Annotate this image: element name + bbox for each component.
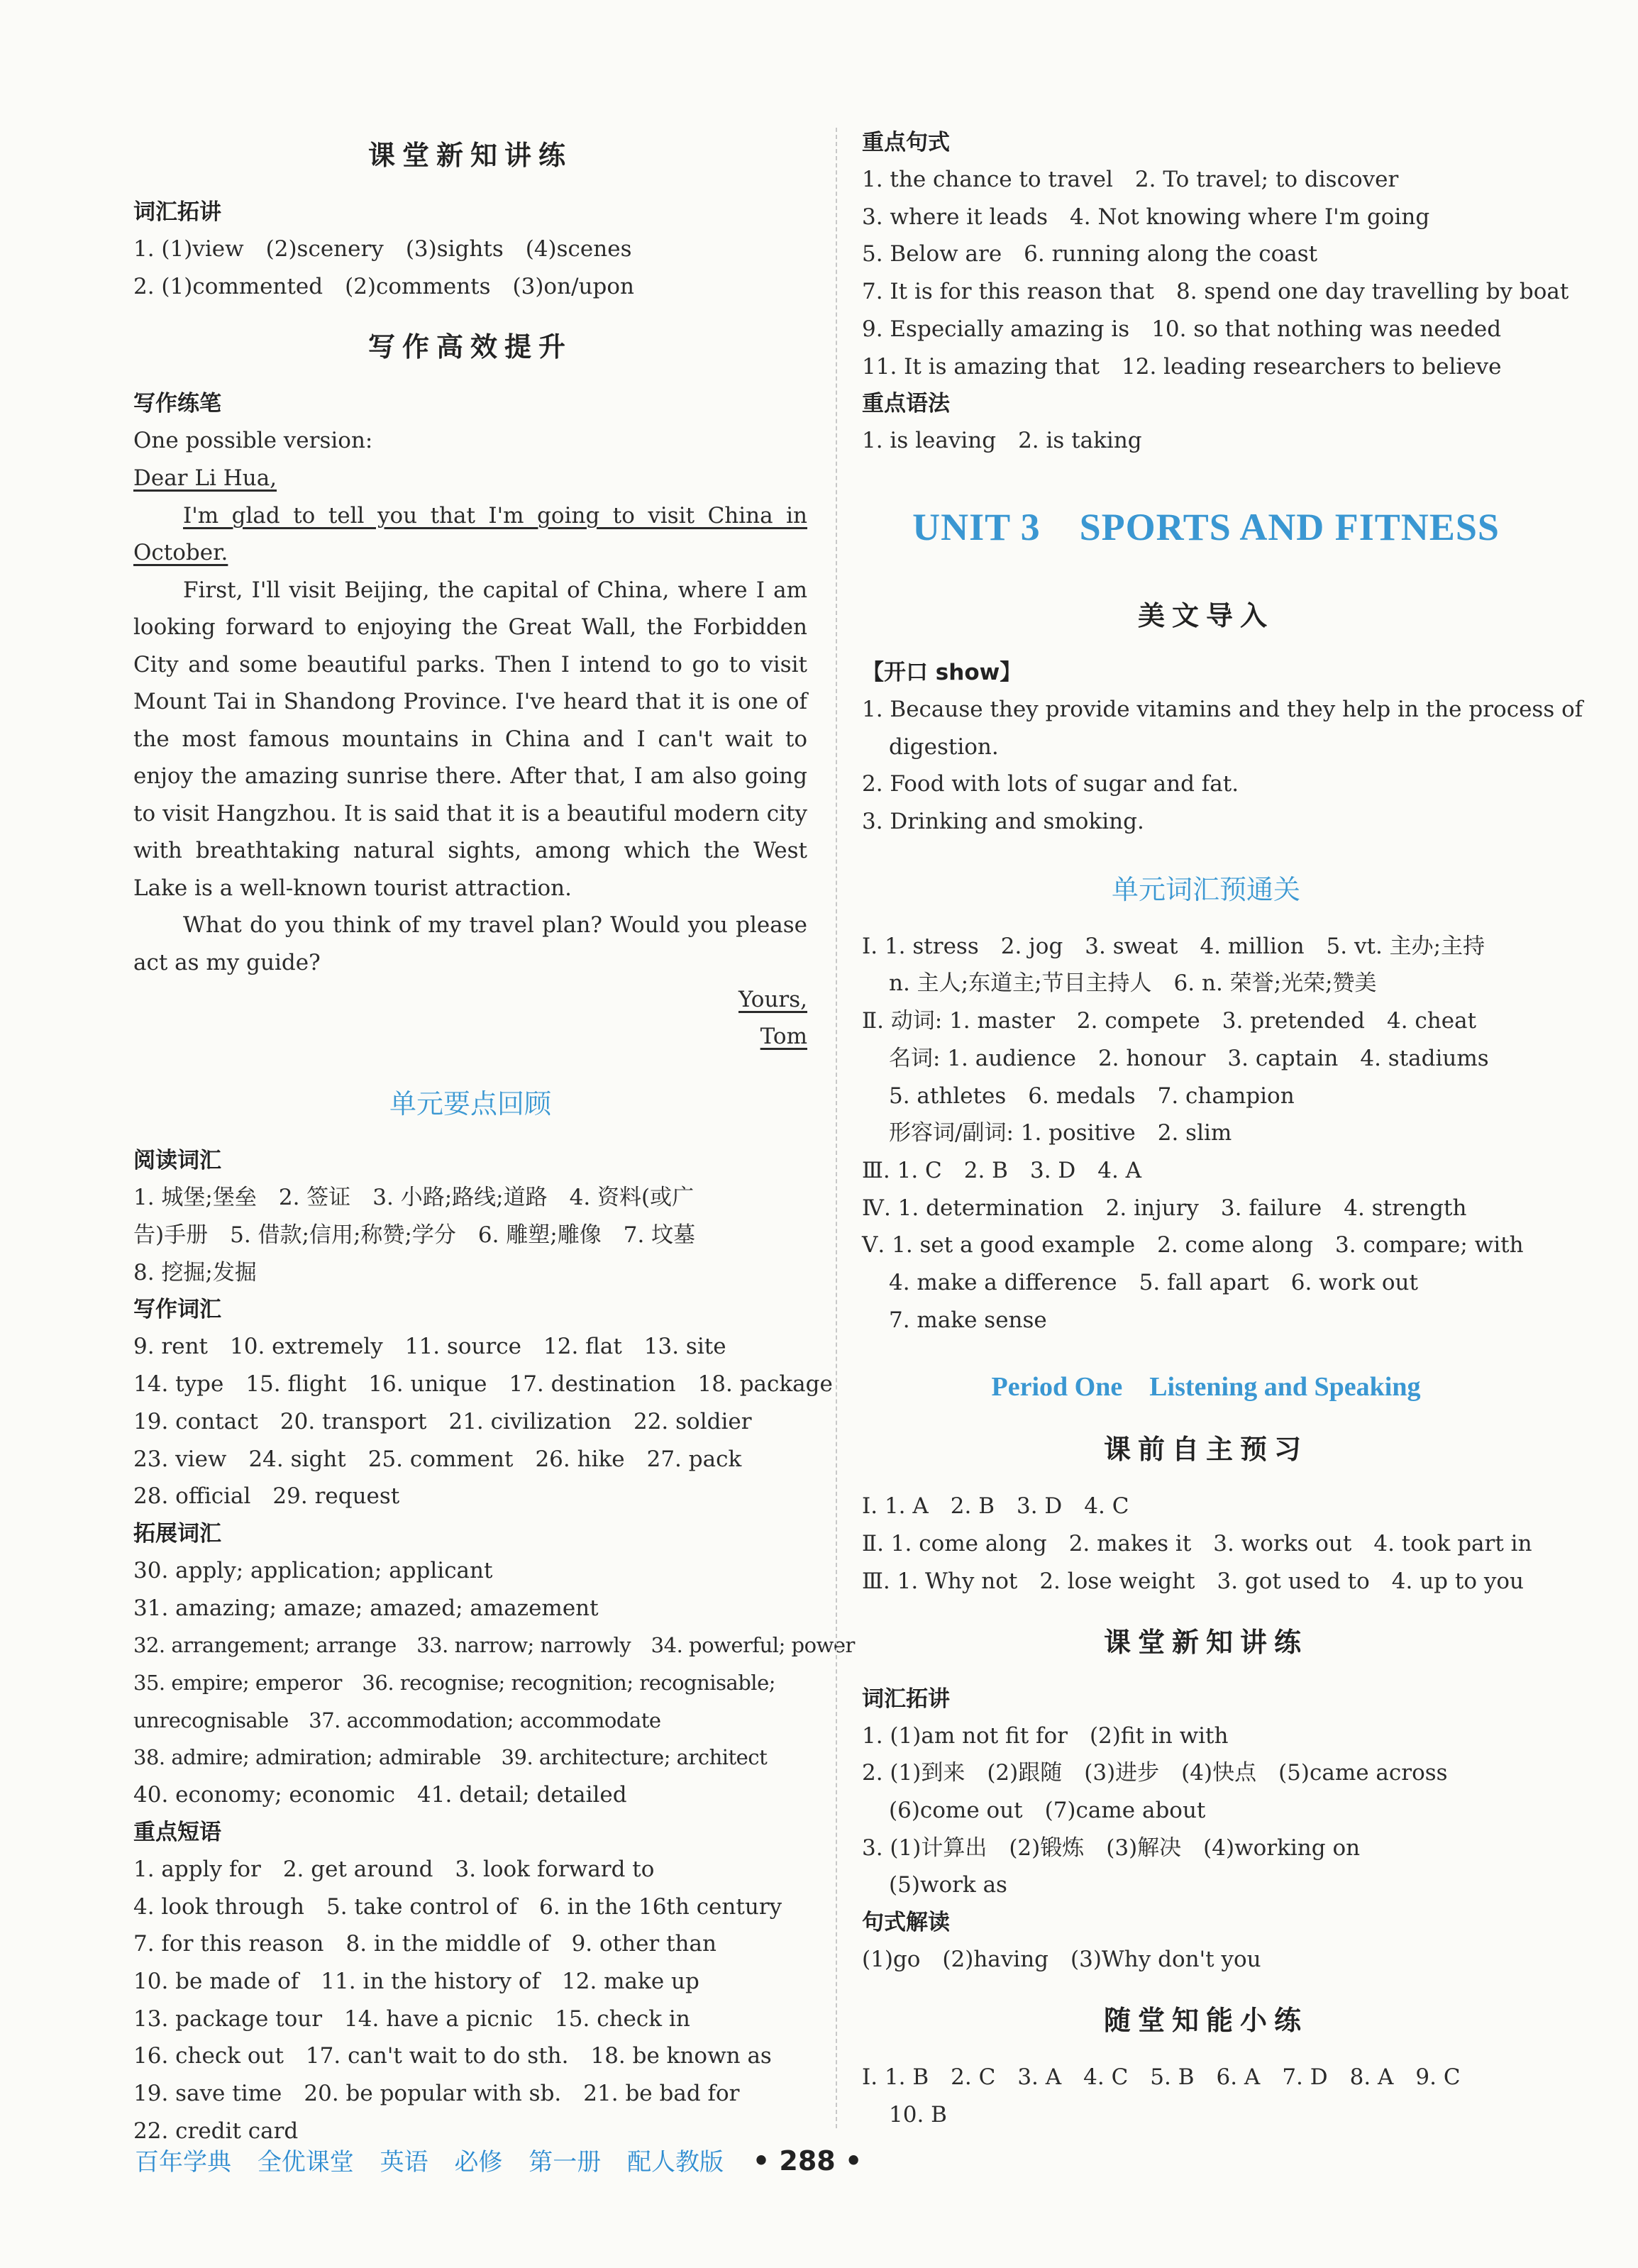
answer-line: 2. (1)到来 (2)跟随 (3)进步 (4)快点 (5)came across	[862, 1760, 1448, 1786]
subheading: 词汇拓讲	[862, 1686, 950, 1712]
answer-line: 10. B	[889, 2101, 947, 2128]
answer-line: 7. It is for this reason that 8. spend one day travelling by boat	[862, 279, 1569, 305]
section-title: 写作高效提升	[367, 331, 572, 363]
answer-line: 2. (1)commented (2)comments (3)on/upon	[133, 273, 634, 299]
answer-line: 4. look through 5. take control of 6. in the 16th century	[133, 1893, 782, 1920]
answer-line: 31. amazing; amaze; amazed; amazement	[133, 1595, 599, 1621]
section-title: 随堂知能小练	[1103, 2003, 1308, 2036]
answer-line: 32. arrangement; arrange 33. narrow; narrowly 34. powerful; power	[133, 1633, 855, 1658]
answer-line: 35. empire; emperor 36. recognise; recognition; recognisable;	[133, 1671, 776, 1696]
unit-title: UNIT 3 SPORTS AND FITNESS	[912, 505, 1500, 548]
answer-line: unrecognisable 37. accommodation; accommodate	[133, 1708, 661, 1732]
subheading: 阅读词汇	[133, 1148, 221, 1174]
answer-line: 5. athletes 6. medals 7. champion	[889, 1083, 1295, 1109]
footer-brand: 百年学典	[135, 2148, 231, 2176]
answer-line: 10. be made of 11. in the history of 12. make up	[133, 1968, 699, 1994]
column-divider	[836, 128, 837, 2128]
page-number: • 288 •	[752, 2145, 863, 2176]
answer-line: 28. official 29. request	[133, 1483, 400, 1510]
answer-line: 9. Especially amazing is 10. so that nothing was needed	[862, 316, 1502, 342]
answer-line: Ⅰ. 1. B 2. C 3. A 4. C 5. B 6. A 7. D 8. A 9. C	[862, 2064, 1461, 2090]
section-title: 课堂新知讲练	[1103, 1625, 1308, 1658]
answer-line: 2. Food with lots of sugar and fat.	[862, 771, 1239, 797]
footer-book: 第一册	[529, 2148, 602, 2176]
answer-line: 23. view 24. sight 25. comment 26. hike 27. pack	[133, 1446, 742, 1472]
right-column	[862, 124, 1583, 2133]
answer-line: 11. It is amazing that 12. leading researchers to believe	[862, 353, 1502, 380]
answer-line: 1. 城堡;堡垒 2. 签证 3. 小路;路线;道路 4. 资料(或广	[133, 1185, 695, 1211]
answer-line: 名词: 1. audience 2. honour 3. captain 4. stadiums	[889, 1045, 1489, 1071]
answer-line: 14. type 15. flight 16. unique 17. destination 18. package	[133, 1371, 833, 1398]
subheading: 写作练笔	[133, 391, 221, 417]
answer-line: Ⅲ. 1. Why not 2. lose weight 3. got used to 4. up to you	[862, 1568, 1524, 1594]
answer-line: One possible version:	[133, 428, 373, 454]
answer-line: 8. 挖掘;发掘	[133, 1259, 257, 1285]
answer-line: Ⅲ. 1. C 2. B 3. D 4. A	[862, 1157, 1142, 1183]
subheading: 重点句式	[862, 130, 950, 155]
footer-subject: 英语	[380, 2148, 428, 2176]
letter-paragraph: I'm glad to tell you that I'm going to visit China in October.	[133, 502, 807, 566]
answer-line: 3. where it leads 4. Not knowing where I'm going	[862, 204, 1430, 230]
subheading: 【开口 show】	[862, 659, 1022, 685]
answer-line: 告)手册 5. 借款;信用;称赞;学分 6. 雕塑;雕像 7. 坟墓	[133, 1222, 696, 1249]
footer-edition: 配人教版	[627, 2148, 724, 2176]
letter-greeting: Dear Li Hua,	[133, 465, 277, 492]
answer-line: 7. for this reason 8. in the middle of 9. other than	[133, 1931, 716, 1957]
answer-line: 16. check out 17. can't wait to do sth. 18. be known as	[133, 2043, 772, 2069]
answer-line: Ⅱ. 动词: 1. master 2. compete 3. pretended 4. cheat	[862, 1008, 1477, 1034]
section-title: 单元词汇预通关	[1111, 873, 1300, 905]
letter-paragraph: What do you think of my travel plan? Would you please act as my guide?	[133, 912, 807, 975]
answer-line: Ⅰ. 1. stress 2. jog 3. sweat 4. million 5. vt. 主办;主持	[862, 933, 1485, 959]
answer-line: 22. credit card	[133, 2118, 299, 2144]
footer-series: 全优课堂	[257, 2148, 354, 2176]
subheading: 写作词汇	[133, 1297, 221, 1323]
letter-closing: Yours,	[738, 987, 807, 1013]
answer-line: 19. contact 20. transport 21. civilization 22. soldier	[133, 1408, 752, 1434]
section-title: 单元要点回顾	[389, 1088, 551, 1120]
answer-line: Ⅱ. 1. come along 2. makes it 3. works out 4. took part in	[862, 1531, 1532, 1557]
answer-line: 30. apply; application; applicant	[133, 1557, 493, 1583]
answer-line: 7. make sense	[889, 1307, 1047, 1333]
answer-line: n. 主人;东道主;节目主持人 6. n. 荣誉;光荣;赞美	[889, 970, 1377, 997]
section-title: 课前自主预习	[1103, 1433, 1308, 1466]
answer-line: 4. make a difference 5. fall apart 6. work out	[889, 1270, 1418, 1296]
subheading: 重点语法	[862, 391, 950, 417]
answer-line: 38. admire; admiration; admirable 39. architecture; architect	[133, 1745, 768, 1770]
subheading: 重点短语	[133, 1819, 221, 1845]
answer-line: 3. Drinking and smoking.	[862, 809, 1144, 835]
answer-line: Ⅴ. 1. set a good example 2. come along 3. compare; with	[862, 1232, 1524, 1259]
answer-line: 1. apply for 2. get around 3. look forward to	[133, 1856, 655, 1882]
answer-line: Ⅰ. 1. A 2. B 3. D 4. C	[862, 1493, 1129, 1520]
subheading: 词汇拓讲	[133, 199, 221, 225]
answer-line: 形容词/副词: 1. positive 2. slim	[889, 1120, 1232, 1146]
answer-line: (1)go (2)having (3)Why don't you	[862, 1947, 1261, 1973]
subheading: 句式解读	[862, 1910, 950, 1936]
answer-line: 40. economy; economic 41. detail; detailed	[133, 1782, 627, 1808]
subheading: 拓展词汇	[133, 1520, 221, 1547]
answer-line: digestion.	[889, 734, 999, 760]
letter-signature: Tom	[760, 1024, 807, 1050]
answer-line: 1. (1)view (2)scenery (3)sights (4)scenes	[133, 236, 632, 262]
answer-line: 5. Below are 6. running along the coast	[862, 241, 1318, 267]
answer-line: 13. package tour 14. have a picnic 15. check in	[133, 2006, 690, 2032]
footer-volume: 必修	[454, 2148, 503, 2176]
answer-line: 1. is leaving 2. is taking	[862, 428, 1142, 454]
period-title: Period One Listening and Speaking	[991, 1372, 1421, 1403]
answer-line: (5)work as	[889, 1872, 1007, 1898]
left-column	[133, 114, 855, 2150]
answer-line: 1. Because they provide vitamins and they help in the process of	[862, 696, 1583, 722]
answer-line: 9. rent 10. extremely 11. source 12. flat 13. site	[133, 1334, 726, 1360]
letter-paragraph: First, I'll visit Beijing, the capital of China, where I am looking forward to enjoying the Great Wall, the Forbidden City and some beautiful parks. Then I intend to go to visit Mount Tai in Shandong Province. I've heard that it is one of the most famous mountains in China and I can't wait to enjoy the amazing sunrise there. After that, I am also going to visit Hangzhou. It is said that it is a beautiful modern city with breathtaking natural sights, among which the West Lake is a well-known tourist attraction.	[133, 577, 807, 901]
answer-line: 19. save time 20. be popular with sb. 21. be bad for	[133, 2081, 740, 2107]
section-title: 课堂新知讲练	[367, 139, 572, 171]
answer-line: Ⅳ. 1. determination 2. injury 3. failure 4. strength	[862, 1195, 1467, 1221]
page-footer	[135, 2142, 880, 2177]
answer-line: 1. the chance to travel 2. To travel; to discover	[862, 167, 1399, 192]
answer-line: 1. (1)am not fit for (2)fit in with	[862, 1722, 1229, 1749]
section-title: 美文导入	[1137, 599, 1274, 631]
answer-line: (6)come out (7)came about	[889, 1797, 1206, 1823]
answer-line: 3. (1)计算出 (2)锻炼 (3)解决 (4)working on	[862, 1835, 1361, 1861]
